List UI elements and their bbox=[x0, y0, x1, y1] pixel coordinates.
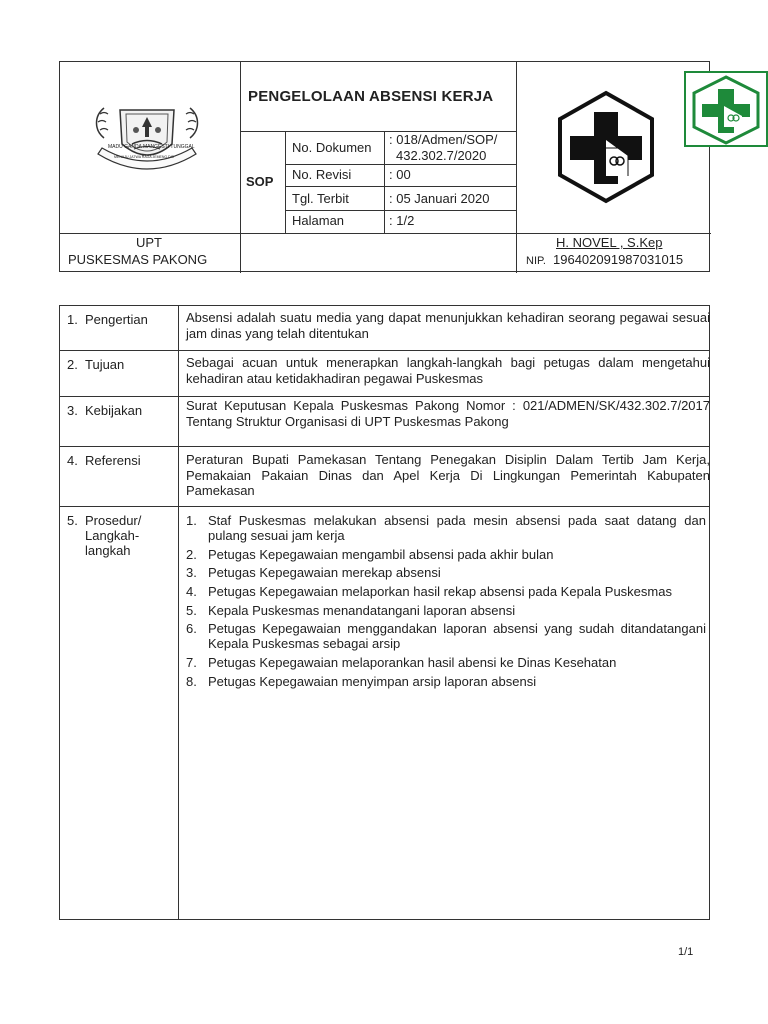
section-label-procedure: 5. Prosedur/ Langkah- langkah bbox=[67, 513, 142, 558]
procedure-list bbox=[186, 513, 706, 693]
procedure-step: 5. Kepala Puskesmas menandatangani laporan absensi bbox=[186, 602, 516, 618]
divider bbox=[240, 62, 241, 273]
revision-value: : 00 bbox=[389, 167, 411, 182]
sop-label: SOP bbox=[246, 174, 274, 189]
divider bbox=[516, 62, 517, 273]
row-divider bbox=[60, 350, 709, 351]
procedure-step: 6. Petugas Kepegawaian menggandakan laporan absensi yang sudah ditandatangani Kepala Puskesmas sebagai arsip bbox=[186, 621, 706, 652]
regency-logo-icon bbox=[90, 100, 204, 184]
document-title: PENGELOLAAN ABSENSI KERJA bbox=[248, 88, 494, 105]
header-table bbox=[59, 61, 710, 272]
doc-number-label: No. Dokumen bbox=[292, 140, 372, 155]
row-divider bbox=[60, 506, 709, 507]
sop-content-table bbox=[59, 305, 710, 920]
page-label: Halaman bbox=[292, 213, 345, 228]
revision-label: No. Revisi bbox=[292, 167, 352, 182]
section-text-definition: Absensi adalah suatu media yang dapat menunjukkan kehadiran seorang pegawai sesuai jam dinas yang telah ditentukan bbox=[186, 310, 710, 341]
procedure-step: 8. Petugas Kepegawaian menyimpan arsip laporan absensi bbox=[186, 673, 537, 689]
divider bbox=[285, 131, 286, 233]
procedure-step: 1. Staf Puskesmas melakukan absensi pada mesin absensi pada saat datang dan pulang sesuai jam kerja bbox=[186, 513, 706, 543]
section-text-policy: Surat Keputusan Kepala Puskesmas Pakong Nomor : 021/ADMEN/SK/432.302.7/2017 Tentang Struktur Organisasi di UPT Puskesmas Pakong bbox=[186, 398, 710, 429]
logo-motto: MADU GANDA MANGESTI TUNGGAL bbox=[108, 144, 195, 150]
row-divider bbox=[60, 396, 709, 397]
procedure-step: 4. Petugas Kepegawaian melaporkan hasil rekap absensi pada Kepala Puskesmas bbox=[186, 584, 672, 600]
divider bbox=[285, 186, 516, 187]
divider bbox=[60, 233, 711, 234]
section-text-reference: Peraturan Bupati Pamekasan Tentang Penegakan Disiplin Dalam Tertib Jam Kerja, Pemakaian Pakaian Dinas dan Apel Kerja Di Lingkungan Pemerintah Kabupaten Pamekasan bbox=[186, 452, 710, 498]
row-divider bbox=[60, 446, 709, 447]
procedure-step: 2. Petugas Kepegawaian mengambil absensi pada akhir bulan bbox=[186, 546, 554, 562]
page-value: : 1/2 bbox=[389, 213, 415, 228]
puskesmas-logo-icon bbox=[556, 90, 656, 204]
procedure-step: 3. Petugas Kepegawaian merekap absensi bbox=[186, 565, 441, 581]
org-line-2: PUSKESMAS PAKONG bbox=[68, 252, 208, 267]
page-number: 1/1 bbox=[678, 946, 694, 958]
nip-value: 196402091987031015 bbox=[553, 252, 684, 267]
nip-label: NIP. bbox=[526, 255, 546, 267]
section-label-reference: 4. Referensi bbox=[67, 453, 141, 468]
puskesmas-color-logo-icon bbox=[684, 71, 768, 147]
divider bbox=[285, 210, 516, 211]
section-label-definition: 1. Pengertian bbox=[67, 312, 148, 327]
section-label-purpose: 2. Tujuan bbox=[67, 357, 125, 372]
org-line-1: UPT bbox=[136, 235, 162, 250]
divider bbox=[285, 164, 516, 165]
section-text-purpose: Sebagai acuan untuk menerapkan langkah-langkah bagi petugas dalam mengetahui kehadiran atau ketidakhadiran pegawai Puskesmas bbox=[186, 355, 710, 386]
column-divider bbox=[178, 306, 179, 919]
procedure-step: 7. Petugas Kepegawaian melaporankan hasil abensi ke Dinas Kesehatan bbox=[186, 655, 617, 671]
issue-date-value: : 05 Januari 2020 bbox=[389, 191, 490, 206]
issue-date-label: Tgl. Terbit bbox=[292, 191, 349, 206]
doc-number-value-2: 432.302.7/2020 bbox=[396, 148, 487, 163]
section-label-policy: 3. Kebijakan bbox=[67, 403, 143, 418]
signer-name: H. NOVEL , S.Kep bbox=[556, 235, 663, 250]
logo-subtext: MENUJU JATWA RAGA JEMENG DIS bbox=[114, 155, 174, 159]
divider bbox=[384, 131, 385, 233]
doc-number-value-1: : 018/Admen/SOP/ bbox=[389, 132, 498, 147]
